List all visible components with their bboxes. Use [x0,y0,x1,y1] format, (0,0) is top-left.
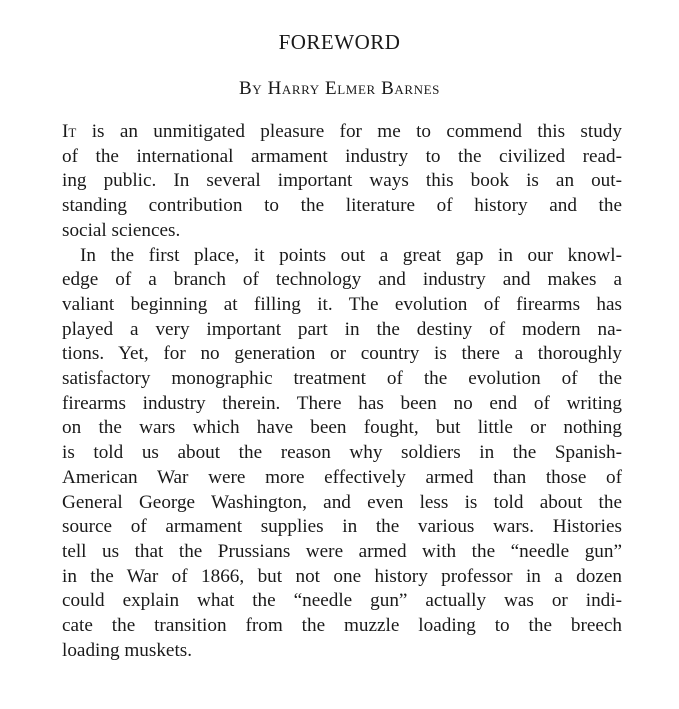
page-title: FOREWORD [278,30,401,54]
text-line: loading muskets. [62,639,193,661]
text-line: tell us that the Prussians were armed with the “needle gun” [62,540,622,562]
text-line: cate the transition from the muzzle loading to the breech [62,615,622,637]
text-line: in the War of 1866, but not one history professor in a dozen [62,565,622,587]
text-line: edge of a branch of technology and industry and makes a [62,269,622,291]
text-line: American War were more effectively armed than those of [62,466,622,488]
text-line: standing contribution to the literature of history and the [62,195,622,217]
paragraph-2 [62,244,622,664]
text-line: source of armament supplies in the various wars. Histories [62,516,622,538]
text-line: on the wars which have been fought, but little or nothing [62,417,622,439]
text-line: ing public. In several important ways this book is an out- [62,170,622,192]
text-line: firearms industry therein. There has been no end of writing [62,392,622,414]
text-line: could explain what the “needle gun” actually was or indi- [62,590,622,612]
text-line: of the international armament industry to the civilized read- [62,145,622,167]
lead-word: It [62,121,77,142]
text-line: valiant beginning at filling it. The evolution of firearms has [62,293,622,315]
text-line: satisfactory monographic treatment of the evolution of the [62,368,622,390]
text-line: tions. Yet, for no generation or country is there a thoroughly [62,343,622,365]
text-line: played a very important part in the destiny of modern na- [62,318,622,340]
text-line: social sciences. [62,219,181,241]
text-line: General George Washington, and even less is told about the [62,491,622,513]
foreword-body [62,120,622,663]
text-line: is told us about the reason why soldiers in the Spanish- [62,442,622,464]
author-byline: By Harry Elmer Barnes [238,78,441,99]
paragraph-1 [62,120,622,244]
text-line: It is an unmitigated pleasure for me to commend this study [62,121,622,142]
text-line: In the first place, it points out a great gap in our knowl- [80,244,622,266]
